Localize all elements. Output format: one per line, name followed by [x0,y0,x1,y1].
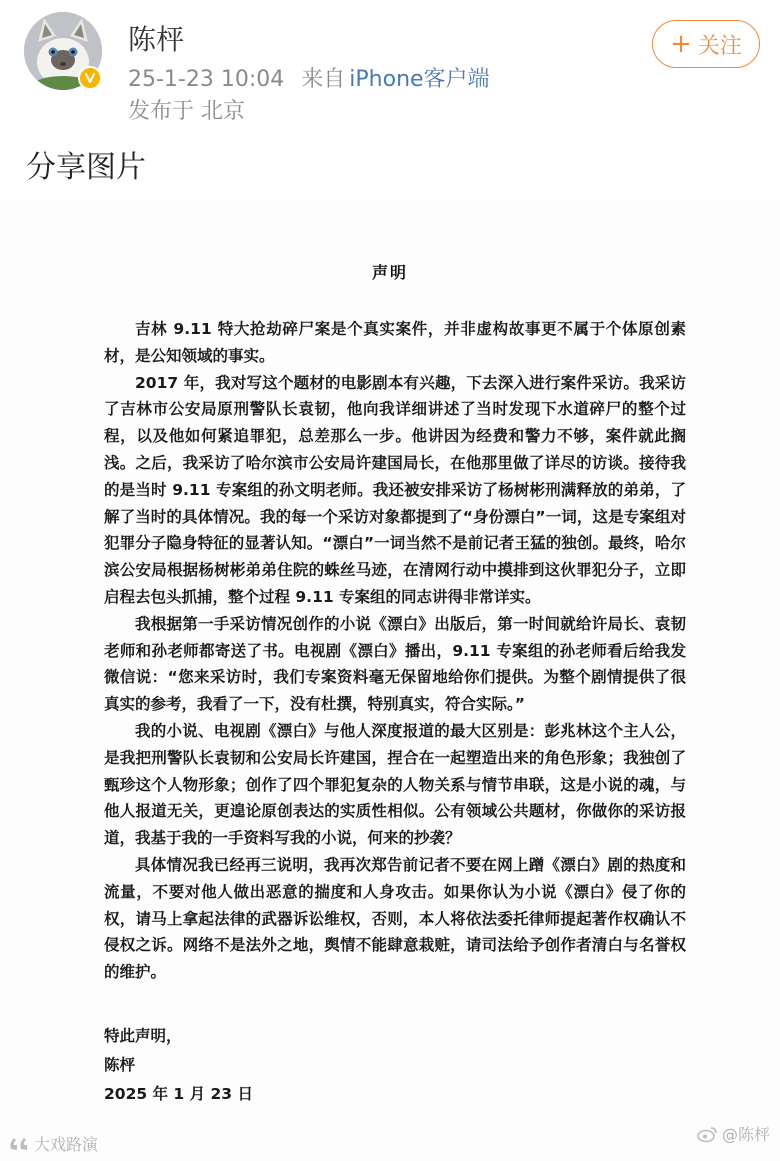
statement-paragraph: 我根据第一手采访情况创作的小说《漂白》出版后，第一时间就给许局长、袁韧老师和孙老师都寄送了书。电视剧《漂白》播出，9.11 专案组的孙老师看后给我发微信说：“您来采访时，我们专案资料毫无保留地给你们提供。为整个剧情提供了很真实的参考，我看了一下，没有杜撰，特别真实，符合实际。” [104,614,686,714]
statement-paragraph: 2017 年，我对写这个题材的电影剧本有兴趣，下去深入进行案件采访。我采访了吉林市公安局原刑警队长袁韧，他向我详细讲述了当时发现下水道碎尸的整个过程，以及他如何紧追罪犯，总差那么一步。他讲因为经费和警力不够，案件就此搁浅。之后，我采访了哈尔滨市公安局许建国局长，在他那里做了详尽的访谈。接待我的是当时 9.11 专案组的孙文明老师。我还被安排采访了杨树彬刑满释放的弟弟，了解了当时的具体情况。我的每一个采访对象都提到了“身份漂白”一词，这是专案组对犯罪分子隐身特征的显著认知。“漂白”一词当然不是前记者王猛的独创。最终，哈尔滨公安局根据杨树彬弟弟住院的蛛丝马迹，在清网行动中摸排到这伙罪犯分子，立即启程去包头抓捕，整个过程 9.11 专案组的同志讲得非常详实。 [104,373,686,606]
statement-paragraph: 我的小说、电视剧《漂白》与他人深度报道的最大区别是：彭兆林这个主人公，是我把刑警队长袁韧和公安局长许建国，捏合在一起塑造出来的角色形象；我独创了甄珍这个人物形象；创作了四个罪犯复杂的人物关系与情节串联，这是小说的魂，与他人报道无关，更遑论原创表达的实质性相似。公有领域公共题材，你做你的采访报道，我基于我的一手资料写我的小说，何来的抄袭？ [104,721,686,848]
device-link[interactable]: iPhone客户端 [349,67,490,92]
signature: 陈枰 [104,1056,136,1074]
plus-icon: + [670,29,692,59]
statement-paragraph: 具体情况我已经再三说明，我再次郑告前记者不要在网上蹭《漂白》剧的热度和流量，不要对他人做出恶意的揣度和人身攻击。如果你认为小说《漂白》侵了你的权，请马上拿起法律的武器诉讼维权，否则，本人将依法委托律师提起著作权确认不侵权之诉。网络不是法外之地，舆情不能肆意栽赃，请司法给予创作者清白与名誉权的维护。 [104,855,686,982]
username[interactable]: 陈枰 [128,23,185,56]
closing-line: 特此声明， [104,1027,182,1045]
source-prefix: 来自 [301,67,346,92]
watermark-left [8,1132,98,1155]
quote-logo-icon [8,1135,30,1153]
watermark-right-text: @陈枰 [722,1125,771,1144]
post-location: 发布于 北京 [128,99,245,124]
post-meta [128,62,490,93]
weibo-logo-icon [696,1125,718,1143]
statement-title: 声明 [371,263,408,282]
post-text: 分享图片 [26,150,146,185]
follow-button-label: 关注 [697,33,742,59]
shared-image-statement[interactable] [0,200,780,1161]
verified-badge-icon [78,66,102,90]
statement-closing [104,1022,253,1109]
watermark-right [696,1122,770,1145]
watermark-left-text: 大戏路演 [34,1135,99,1154]
statement-paragraph: 吉林 9.11 特大抢劫碎尸案是个真实案件，并非虚构故事更不属于个体原创素材，是公知领域的事实。 [104,320,686,365]
post-header [0,0,780,185]
post-timestamp: 25-1-23 10:04 [128,67,285,92]
statement-date: 2025 年 1 月 23 日 [104,1085,253,1103]
statement-body [104,316,686,986]
follow-button[interactable] [652,20,760,68]
